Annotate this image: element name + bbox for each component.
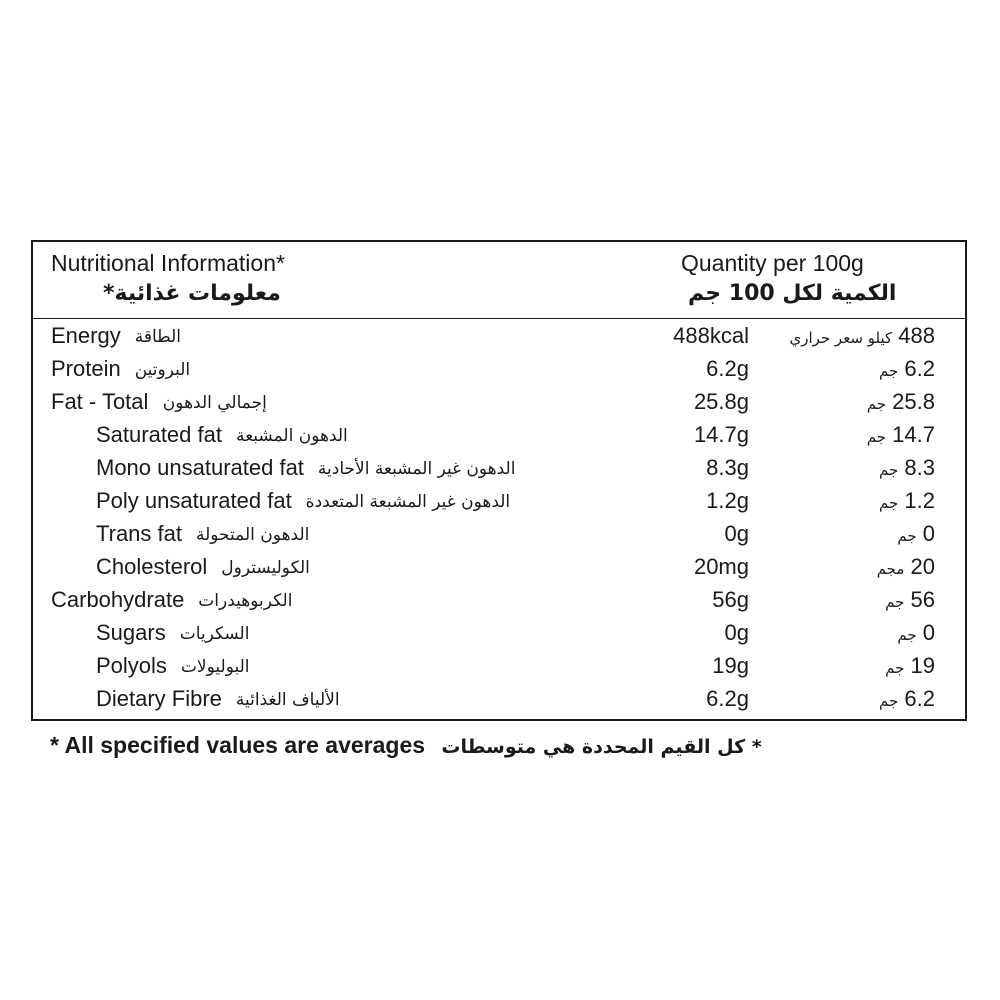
- nutrient-label-ar: إجمالي الدهون: [162, 393, 267, 413]
- quantity-number: 1.2: [904, 488, 935, 513]
- quantity-value-ar: [789, 323, 935, 351]
- table-row: [33, 353, 965, 386]
- quantity-unit-ar: جم: [879, 494, 899, 512]
- quantity-number: 6.2: [904, 356, 935, 381]
- nutrient-label-en: Dietary Fibre: [96, 686, 222, 711]
- quantity-value-en: 6.2g: [706, 356, 749, 381]
- quantity-value-ar: [867, 422, 935, 450]
- footnote: [50, 731, 762, 761]
- nutrient-label-en: Fat - Total: [51, 389, 149, 414]
- quantity-value-ar: [897, 620, 935, 648]
- nutrient-label-ar: الدهون المشبعة: [235, 426, 348, 446]
- table-row: [33, 419, 965, 452]
- quantity-unit-ar: جم: [885, 593, 905, 611]
- nutrient-label-ar: الدهون المتحولة: [195, 525, 310, 545]
- nutrient-label-ar: الدهون غير المشبعة الأحادية: [317, 459, 516, 479]
- nutrient-label-en: Polyols: [96, 653, 167, 678]
- header-title-ar: معلومات غذائية*: [103, 281, 281, 306]
- quantity-unit-ar: جم: [897, 626, 917, 644]
- quantity-value-ar: [897, 521, 935, 549]
- quantity-number: 8.3: [904, 455, 935, 480]
- quantity-value-en: 488kcal: [673, 323, 749, 348]
- quantity-value-ar: [879, 356, 935, 384]
- nutrient-label-en: Poly unsaturated fat: [96, 488, 292, 513]
- quantity-value-en: 8.3g: [706, 455, 749, 480]
- header-quantity-ar: الكمية لكل 100 جم: [688, 281, 897, 306]
- quantity-value-ar: [879, 686, 935, 714]
- quantity-unit-ar: جم: [879, 692, 899, 710]
- table-row: [33, 650, 965, 683]
- quantity-value-ar: [879, 455, 935, 483]
- quantity-number: 6.2: [904, 686, 935, 711]
- quantity-value-ar: [885, 653, 935, 681]
- quantity-number: 20: [910, 554, 935, 579]
- table-header: [33, 242, 965, 318]
- quantity-value-en: 1.2g: [706, 488, 749, 513]
- nutrient-label-en: Protein: [51, 356, 121, 381]
- quantity-value-en: 20mg: [693, 554, 749, 579]
- nutrient-label-ar: الدهون غير المشبعة المتعددة: [305, 492, 511, 512]
- header-quantity-en: Quantity per 100g: [681, 250, 864, 276]
- quantity-value-en: 6.2g: [706, 686, 749, 711]
- quantity-value-en: 0g: [724, 620, 749, 645]
- table-row: [33, 452, 965, 485]
- nutrient-label-en: Sugars: [96, 620, 166, 645]
- quantity-number: 56: [910, 587, 935, 612]
- quantity-unit-ar: جم: [879, 461, 899, 479]
- nutrient-label-ar: البوليولات: [180, 657, 250, 677]
- table-row: [33, 518, 965, 551]
- table-row: [33, 584, 965, 617]
- table-row: [33, 386, 965, 419]
- footnote-en: * All specified values are averages: [50, 732, 426, 758]
- quantity-number: 488: [898, 323, 935, 348]
- nutrient-label-en: Carbohydrate: [51, 587, 185, 612]
- quantity-value-ar: [867, 389, 935, 417]
- table-row: [33, 551, 965, 584]
- quantity-value-en: 14.7g: [693, 422, 749, 447]
- quantity-value-en: 56g: [712, 587, 749, 612]
- quantity-number: 0: [922, 521, 935, 546]
- quantity-unit-ar: جم: [866, 428, 887, 446]
- header-title-en: Nutritional Information*: [51, 250, 285, 276]
- nutrient-label-ar: الكوليسترول: [221, 558, 310, 578]
- nutrient-label-ar: البروتين: [134, 360, 191, 380]
- quantity-value-ar: [885, 587, 935, 615]
- quantity-value-en: 0g: [724, 521, 749, 546]
- quantity-value-en: 19g: [712, 653, 749, 678]
- table-row: [33, 617, 965, 650]
- nutrient-label-en: Trans fat: [96, 521, 182, 546]
- quantity-number: 14.7: [892, 422, 935, 447]
- quantity-value-en: 25.8g: [693, 389, 749, 414]
- nutrition-table: [31, 240, 967, 721]
- quantity-unit-ar: جم: [866, 395, 887, 413]
- footnote-ar: * كل القيم المحددة هي متوسطات: [441, 736, 762, 758]
- quantity-unit-ar: كيلو سعر حراري: [789, 329, 893, 347]
- header-divider: [33, 318, 965, 319]
- quantity-number: 25.8: [892, 389, 935, 414]
- nutrient-label-ar: الطاقة: [134, 327, 181, 347]
- nutrient-label-en: Cholesterol: [96, 554, 208, 579]
- quantity-number: 0: [922, 620, 935, 645]
- quantity-unit-ar: جم: [885, 659, 905, 677]
- quantity-value-ar: [879, 488, 935, 516]
- nutrient-label-en: Energy: [51, 323, 121, 348]
- quantity-unit-ar: جم: [897, 527, 917, 545]
- nutrient-label-ar: الألياف الغذائية: [235, 690, 340, 710]
- table-row: [33, 485, 965, 518]
- nutrient-label-ar: السكريات: [179, 624, 250, 644]
- quantity-unit-ar: جم: [879, 362, 899, 380]
- quantity-unit-ar: مجم: [876, 560, 905, 578]
- nutrient-label-en: Mono unsaturated fat: [96, 455, 304, 480]
- nutrient-label-en: Saturated fat: [96, 422, 222, 447]
- table-row: [33, 320, 965, 353]
- nutrient-label-ar: الكربوهيدرات: [198, 591, 293, 611]
- table-row: [33, 683, 965, 716]
- quantity-value-ar: [877, 554, 935, 582]
- quantity-number: 19: [910, 653, 935, 678]
